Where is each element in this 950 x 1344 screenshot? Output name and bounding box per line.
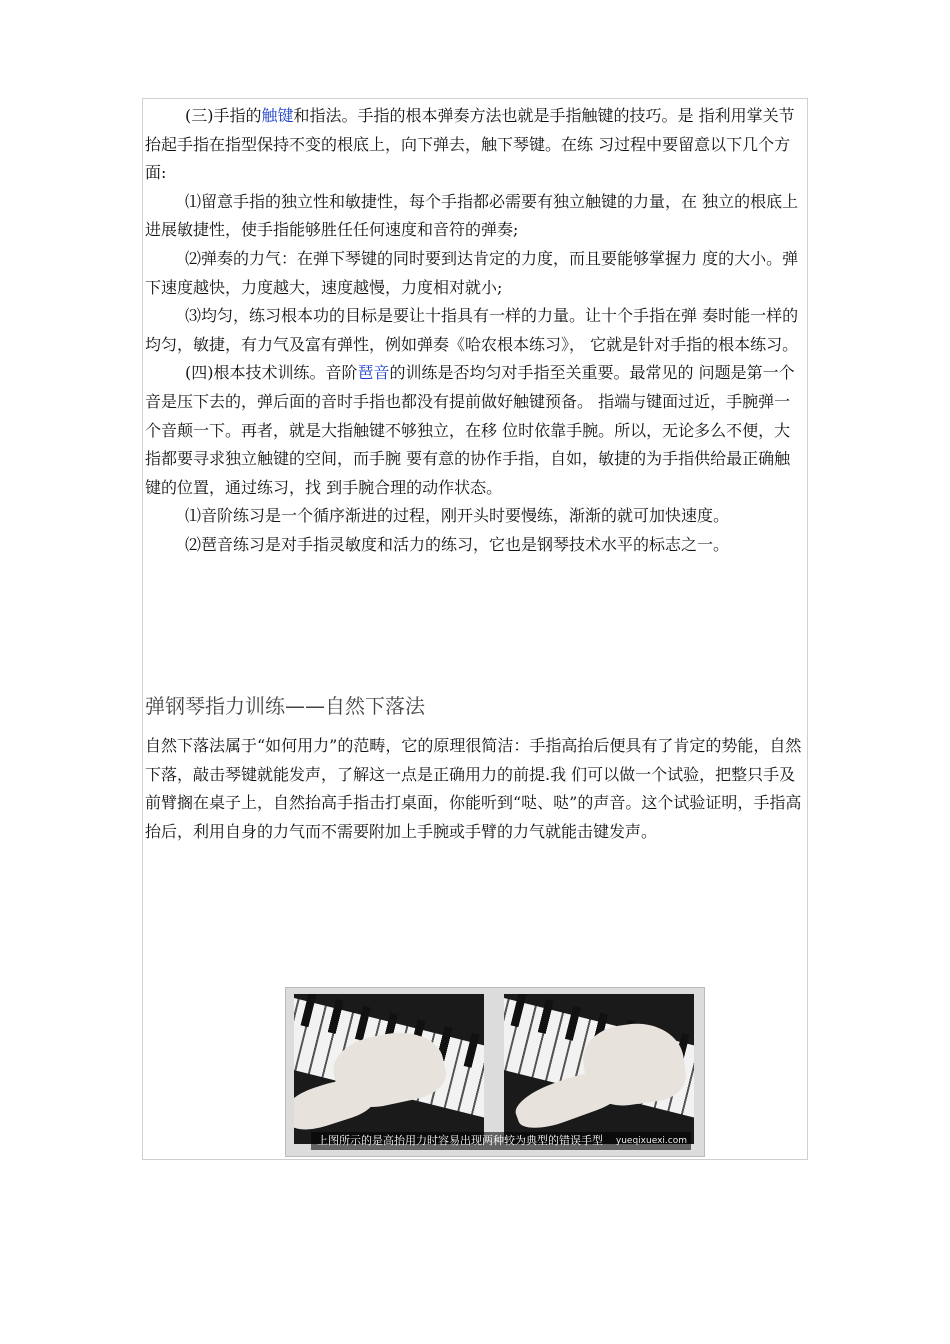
piano-hands-photo <box>285 987 705 1157</box>
section-3-suffix: 和指法。手指的根本弹奏方法也就是手指触键的技巧。是 指利用掌关节抬起手指在指型保持不变的根底上，向下弹去，触下琴键。在练 习过程中要留意以下几个方面: <box>145 106 795 183</box>
photo-panel-left <box>294 994 484 1144</box>
section-4-suffix: 的训练是否均匀对手指至关重要。最常见的 问题是第一个音是压下去的，弹后面的音时手指也都没有提前做好触键预备。 指端与键面过近，手腕弹一个音颠一下。再者，就是大指触键不够独立，在移 位时依靠手腕。所以，无论多么不便，大指都要寻求独立触键的空间，而手腕 要有意的协作手指，自如，敏捷的为手指供给最正确触键的位置，通过练习，找 到手腕合理的动作状态。 <box>145 363 795 497</box>
touch-key-link[interactable]: 触键 <box>261 106 294 125</box>
section-heading: 弹钢琴指力训练——自然下落法 <box>145 694 425 718</box>
section-3-item-1: ⑴留意手指的独立性和敏捷性，每个手指都必需要有独立触键的力量，在 独立的根底上进展敏捷性，使手指能够胜任任何速度和音符的弹奏; <box>145 191 799 240</box>
section-3-item-3: ⑶均匀，练习根本功的目标是要让十指具有一样的力量。让十个手指在弹 奏时能一样的均匀，敏捷，有力气及富有弹性，例如弹奏《哈农根本练习》， 它就是针对手指的根本练习。 <box>145 306 799 354</box>
arpeggio-link[interactable]: 琶音 <box>357 363 390 383</box>
body-text-block <box>145 102 805 560</box>
section-3-item-2: ⑵弹奏的力气：在弹下琴键的同时要到达肯定的力度，而且要能够掌握力 度的大小。弹下速度越快，力度越大，速度越慢，力度相对就小; <box>145 248 799 297</box>
section-4-prefix: (四)根本技术训练。音阶 <box>185 363 358 383</box>
photo-caption <box>311 1132 691 1150</box>
section-4-paragraph <box>145 359 805 502</box>
natural-fall-block <box>145 732 805 846</box>
photo-panel-right <box>504 994 694 1144</box>
section-3-prefix: (三)手指的 <box>185 106 262 125</box>
natural-fall-paragraph: 自然下落法属于“如何用力”的范畴，它的原理很简洁：手指高抬后便具有了肯定的势能，自然下落，敲击琴键就能发声，了解这一点是正确用力的前提.我 们可以做一个试验，把整只手及前臂搁在桌子上，自然抬高手指击打桌面，你能听到“哒、哒”的声音。这个试验证明，手指高抬后，利用自身的力气而不需要附加上手腕或手臂的力气就能击键发声。 <box>145 736 802 841</box>
section-4-item-1: ⑴音阶练习是一个循序渐进的过程，刚开头时要慢练，渐渐的就可加快速度。 <box>185 506 730 526</box>
photo-source-watermark: yueqixuexi.com <box>615 1136 687 1146</box>
photo-caption-text: 上图所示的是高抬用力时容易出现两种较为典型的错误手型 <box>317 1134 603 1147</box>
section-4-item-2: ⑵琶音练习是对手指灵敏度和活力的练习，它也是钢琴技术水平的标志之一。 <box>185 534 730 554</box>
section-3-paragraph <box>145 102 805 188</box>
